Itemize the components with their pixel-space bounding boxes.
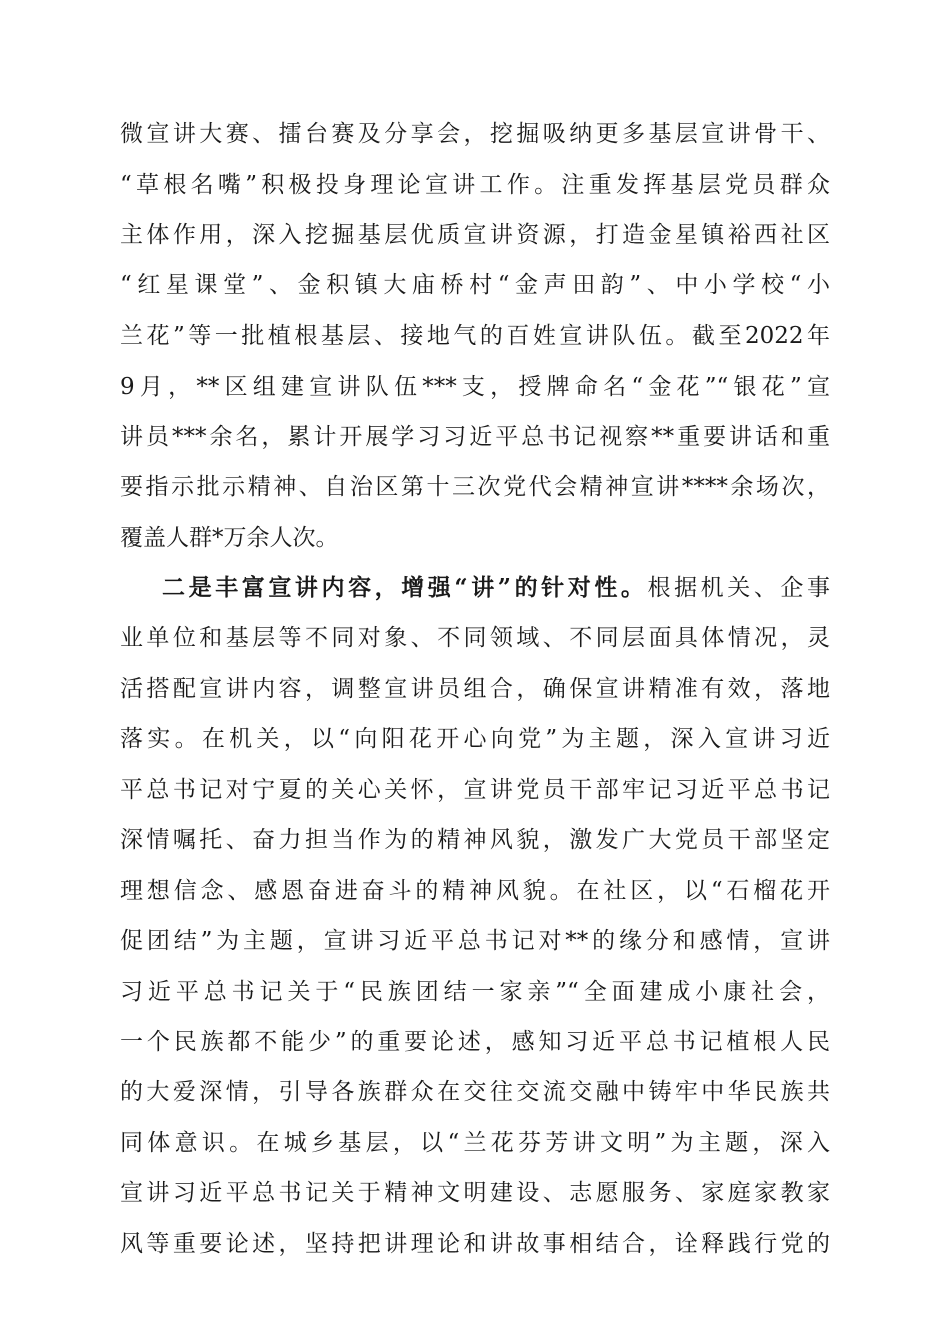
paragraph-2-heading: 二是丰富宣讲内容，增强“讲”的针对性。 [162, 574, 648, 601]
text-line-18: 习近平总书记关于“民族团结一家亲”“全面建成小康社会， [120, 979, 830, 1005]
paragraph-2-first-line [162, 566, 830, 610]
text-line-13: 落实。在机关，以“向阳花开心向党”为主题，深入宣讲习近 [120, 726, 830, 752]
text-line-16: 理想信念、感恩奋进奋斗的精神风貌。在社区，以“石榴花开 [120, 878, 830, 904]
text-line-14: 平总书记对宁夏的关心关怀，宣讲党员干部牢记习近平总书记 [120, 777, 830, 803]
text-line-22: 宣讲习近平总书记关于精神文明建设、志愿服务、家庭家教家 [120, 1180, 830, 1206]
text-line-1: 微宣讲大赛、擂台赛及分享会，挖掘吸纳更多基层宣讲骨干、 [120, 121, 830, 147]
text-line-4: “红星课堂”、金积镇大庙桥村“金声田韵”、中小学校“小 [120, 272, 830, 298]
text-line-8: 要指示批示精神、自治区第十三次党代会精神宣讲****余场次， [120, 474, 830, 500]
text-line-11: 业单位和基层等不同对象、不同领域、不同层面具体情况，灵 [120, 625, 830, 651]
text-line-2: “草根名嘴”积极投身理论宣讲工作。注重发挥基层党员群众 [120, 172, 830, 198]
text-line-17: 促团结”为主题，宣讲习近平总书记对**的缘分和感情，宣讲 [120, 928, 830, 954]
text-line-15: 深情嘱托、奋力担当作为的精神风貌，激发广大党员干部坚定 [120, 827, 830, 853]
text-line-19: 一个民族都不能少”的重要论述，感知习近平总书记植根人民 [120, 1029, 830, 1055]
text-line-9: 覆盖人群*万余人次。 [120, 525, 339, 551]
text-line-6: 9月，**区组建宣讲队伍***支，授牌命名“金花”“银花”宣 [120, 374, 830, 400]
text-line-23: 风等重要论述，坚持把讲理论和讲故事相结合，诠释践行党的 [120, 1231, 830, 1257]
text-line-3: 主体作用，深入挖掘基层优质宣讲资源，打造金星镇裕西社区 [120, 222, 830, 248]
text-line-20: 的大爱深情，引导各族群众在交往交流交融中铸牢中华民族共 [120, 1079, 830, 1105]
text-line-21: 同体意识。在城乡基层，以“兰花芬芳讲文明”为主题，深入 [120, 1130, 830, 1156]
text-line-7: 讲员***余名，累计开展学习习近平总书记视察**重要讲话和重 [120, 424, 830, 450]
text-line-12: 活搭配宣讲内容，调整宣讲员组合，确保宣讲精准有效，落地 [120, 676, 830, 702]
text-line-5: 兰花”等一批植根基层、接地气的百姓宣讲队伍。截至2022年 [120, 323, 830, 349]
paragraph-2-first-line-rest: 根据机关、企事 [647, 575, 831, 601]
